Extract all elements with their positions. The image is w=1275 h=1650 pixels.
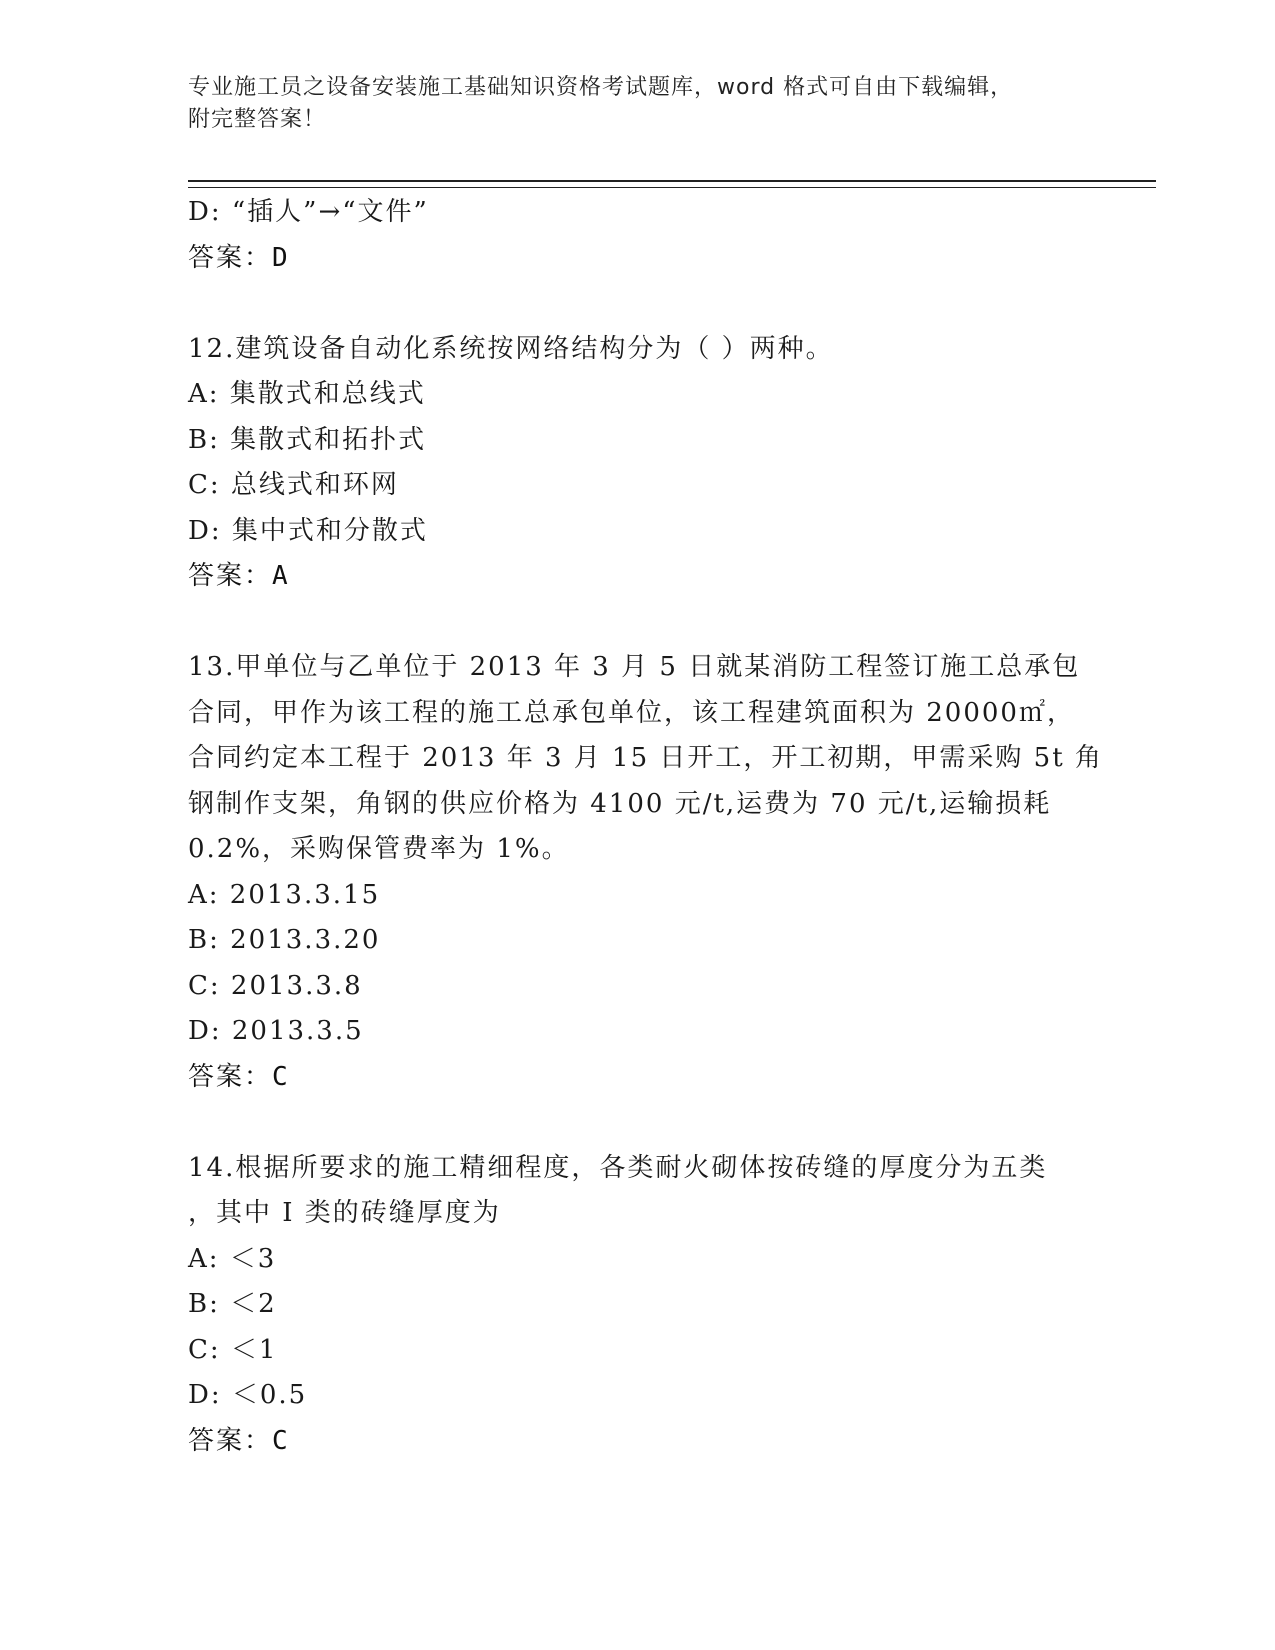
- header-divider: [188, 180, 1156, 188]
- option-d: D: ＜0.5: [188, 1380, 308, 1410]
- option-c: C: 总线式和环网: [188, 470, 399, 500]
- answer-line: [188, 236, 1088, 282]
- answer-label: 答案：: [188, 1061, 273, 1092]
- question-stem-line: 13.甲单位与乙单位于 2013 年 3 月 5 日就某消防工程签订施工总承包: [188, 652, 1081, 682]
- answer-value: C: [272, 1061, 290, 1092]
- answer-label: 答案：: [188, 1425, 273, 1456]
- answer-line: [188, 554, 1088, 600]
- option-d: D: 集中式和分散式: [188, 515, 428, 546]
- header-line-2: 附完整答案！: [188, 107, 327, 132]
- option-c: C: ＜1: [188, 1334, 278, 1365]
- answer-value: C: [272, 1425, 290, 1456]
- question-stem-line: 钢制作支架，角钢的供应价格为 4100 元/t,运费为 70 元/t,运输损耗: [188, 788, 1052, 819]
- header-line-1: 专业施工员之设备安装施工基础知识资格考试题库，word 格式可自由下载编辑，: [188, 75, 1014, 100]
- question-stem: 12.建筑设备自动化系统按网络结构分为（ ）两种。: [188, 333, 834, 364]
- question-12: [188, 327, 1088, 600]
- option-d: D: 2013.3.5: [188, 1016, 364, 1046]
- question-stem-line: 0.2%，采购保管费率为 1%。: [188, 834, 570, 864]
- question-content: [188, 190, 1103, 1464]
- answer-label: 答案：: [188, 561, 273, 591]
- answer-value: A: [272, 561, 290, 591]
- option-a: A: 集散式和总线式: [188, 379, 426, 409]
- question-stem-line: 合同约定本工程于 2013 年 3 月 15 日开工，开工初期，甲需采购 5t 角: [188, 743, 1103, 773]
- option-b: B: ＜2: [188, 1289, 277, 1319]
- option-a: A: ＜3: [188, 1243, 277, 1274]
- page-header: [188, 72, 1088, 136]
- question-stem-line: ，其中 I 类的砖缝厚度为: [188, 1198, 501, 1228]
- option-b: B: 2013.3.20: [188, 925, 381, 955]
- question-13: [188, 645, 1103, 1100]
- question-14: [188, 1146, 1088, 1465]
- question-stem-line: 合同，甲作为该工程的施工总承包单位，该工程建筑面积为 20000㎡，: [188, 697, 1075, 728]
- answer-label: 答案：: [188, 242, 273, 273]
- answer-value: D: [272, 242, 290, 273]
- option-c: C: 2013.3.8: [188, 970, 363, 1001]
- option-d: D: “插人”→“文件”: [188, 197, 429, 227]
- answer-line: [188, 1419, 1088, 1465]
- option-a: A: 2013.3.15: [188, 879, 381, 910]
- question-stem-line: 14.根据所要求的施工精细程度，各类耐火砌体按砖缝的厚度分为五类: [188, 1152, 1048, 1183]
- option-b: B: 集散式和拓扑式: [188, 424, 427, 455]
- answer-line: [188, 1055, 1088, 1101]
